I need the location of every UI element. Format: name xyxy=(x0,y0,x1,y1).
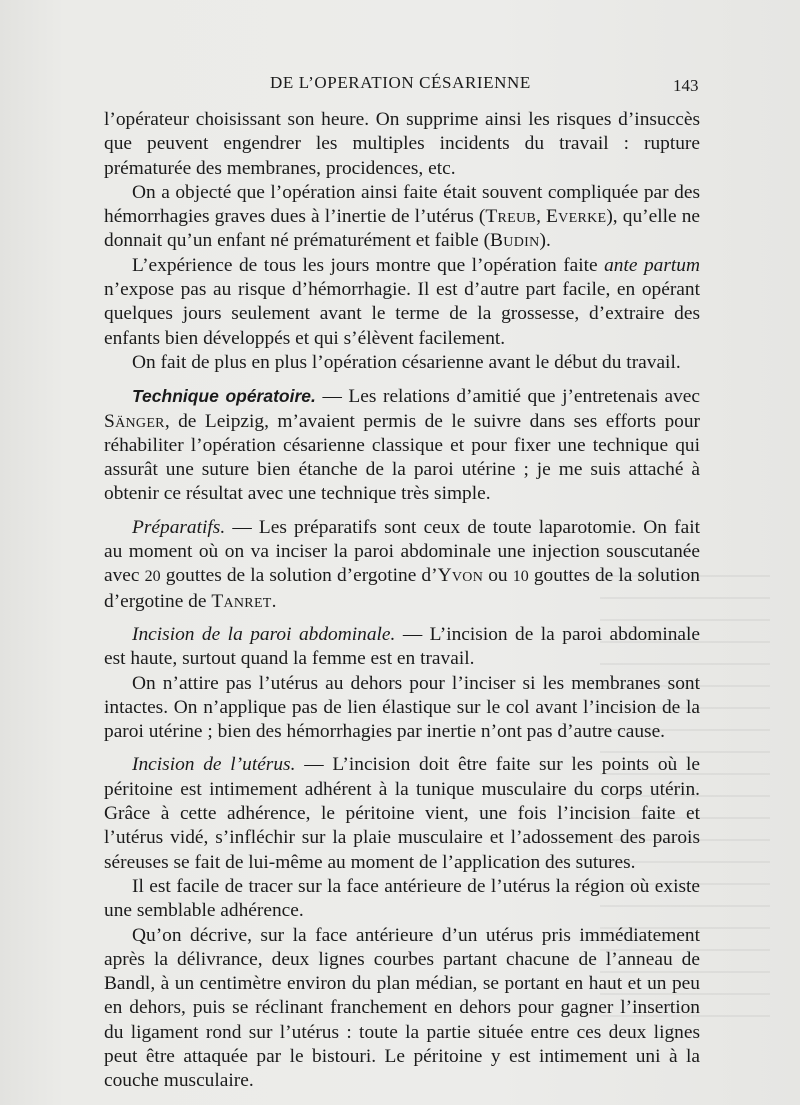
paragraph-3-text-b: n’expose pas au risque d’hémorrhagie. Il est d’autre part facile, en opérant quelques jours seulement avant le terme de la grossesse, d’extraire des enfants bien développés et qui s’élèvent facilement. xyxy=(104,279,700,349)
author-yvon: Yvon xyxy=(437,565,484,587)
paragraph-technique-text-b: , de Leipzig, m’avaient permis de le suivre dans ses efforts pour réhabiliter l’opération césarienne classique et pour fixer une technique qui assurât une suture bien étanche de la paroi utérine ; je me suis attaché à obtenir ce résultat avec une technique très simple. xyxy=(104,410,700,505)
paragraph-preparatifs-text-c: ou xyxy=(483,565,513,587)
author-sanger: Sänger xyxy=(104,410,165,432)
paragraph-incision-uterus xyxy=(104,753,700,874)
paragraph-technique-text-a: — Les relations d’amitié que j’entretenais avec xyxy=(315,386,700,408)
paragraph-2-text-b: ), qu’elle ne donnait qu’un enfant né prématurément et faible ( xyxy=(104,206,700,252)
page-body xyxy=(104,108,700,1094)
paragraph-incision-uterus-text: — L’incision doit être faite sur les points où le péritoine est intimement adhérent à la tunique musculaire du corps utérin. Grâce à cette adhérence, le péritoine vient, une fois l’incision faite et l’utérus vidé, s’infléchir sur la plaie musculaire et l’adossement des parois séreuses se fait de lui-même au moment de l’application des sutures. xyxy=(104,754,700,873)
paragraph-10: Il est facile de tracer sur la face antérieure de l’utérus la région où existe une semblable adhérence. xyxy=(104,875,700,922)
paragraph-preparatifs-text-a: — Les préparatifs sont ceux de toute laparotomie. On fait au moment où on va inciser la paroi abdominale une injection souscutanée avec xyxy=(104,516,700,587)
section-heading-incision-uterus: Incision de l’utérus. xyxy=(132,754,296,776)
author-tanret: Tanret xyxy=(211,590,272,612)
paragraph-preparatifs xyxy=(104,516,700,614)
section-heading-incision-paroi: Incision de la paroi abdominale. xyxy=(132,623,396,645)
paragraph-2-text-c: ). xyxy=(539,230,551,252)
running-title: DE L’OPERATION CÉSARIENNE xyxy=(270,73,531,92)
term-ante-partum: ante partum xyxy=(604,254,700,276)
paragraph-2-separator: , xyxy=(536,206,547,228)
paragraph-11: Qu’on décrive, sur la face antérieure d’un utérus pris immédiatement après la délivrance, deux lignes courbes partant chacune de l’anneau de Bandl, à un centimètre environ du plan médian, se portant en haut et un peu en dehors, puis se réclinant franchement en dehors pour gagner l’insertion du ligament rond sur l’utérus : toute la partie située entre ces deux lignes peut être attaquée par le bistouri. Le péritoine y est intimement uni à la couche musculaire. xyxy=(104,924,700,1092)
paragraph-2 xyxy=(104,181,700,254)
paragraph-1: l’opérateur choisissant son heure. On supprime ainsi les risques d’insuccès que peuvent engendrer les multiples incidents du travail : rupture prématurée des membranes, procidences, etc. xyxy=(104,109,700,179)
section-heading-technique: Technique opératoire. xyxy=(132,386,316,407)
paragraph-8: On n’attire pas l’utérus au dehors pour l’inciser si les membranes sont intactes. On n’applique pas de lien élastique sur le col avant l’incision de la paroi utérine ; bien des hémorrhagies par inertie n’ont pas d’autre cause. xyxy=(104,672,700,743)
paragraph-incision-paroi-text: — L’incision de la paroi abdominale est haute, surtout quand la femme est en travail. xyxy=(104,623,700,670)
paragraph-4: On fait de plus en plus l’opération césarienne avant le début du travail. xyxy=(132,351,681,373)
paragraph-preparatifs-text-d: gouttes de la solution d’ergotine de xyxy=(104,565,700,612)
paragraph-3-text-a: L’expérience de tous les jours montre que l’opération faite xyxy=(132,254,605,276)
author-budin: Budin xyxy=(490,230,540,252)
paragraph-incision-paroi xyxy=(104,623,700,672)
dose-20: 20 xyxy=(144,568,161,586)
paragraph-preparatifs-text-e: . xyxy=(271,590,277,612)
section-heading-preparatifs: Préparatifs. xyxy=(132,516,226,538)
author-treub: Treub xyxy=(485,206,537,228)
paragraph-preparatifs-text-b: gouttes de la solution d’ergotine d’ xyxy=(160,565,438,587)
paragraph-technique xyxy=(104,384,700,506)
paragraph-2-text-a: On a objecté que l’opération ainsi faite était souvent compliquée par des hémorrhagies graves dues à l’inertie de l’utérus ( xyxy=(104,181,700,228)
page-number: 143 xyxy=(673,76,699,95)
dose-10: 10 xyxy=(512,568,529,586)
author-everke: Everke xyxy=(546,206,607,228)
paragraph-3 xyxy=(104,254,700,351)
page-header xyxy=(0,73,800,97)
